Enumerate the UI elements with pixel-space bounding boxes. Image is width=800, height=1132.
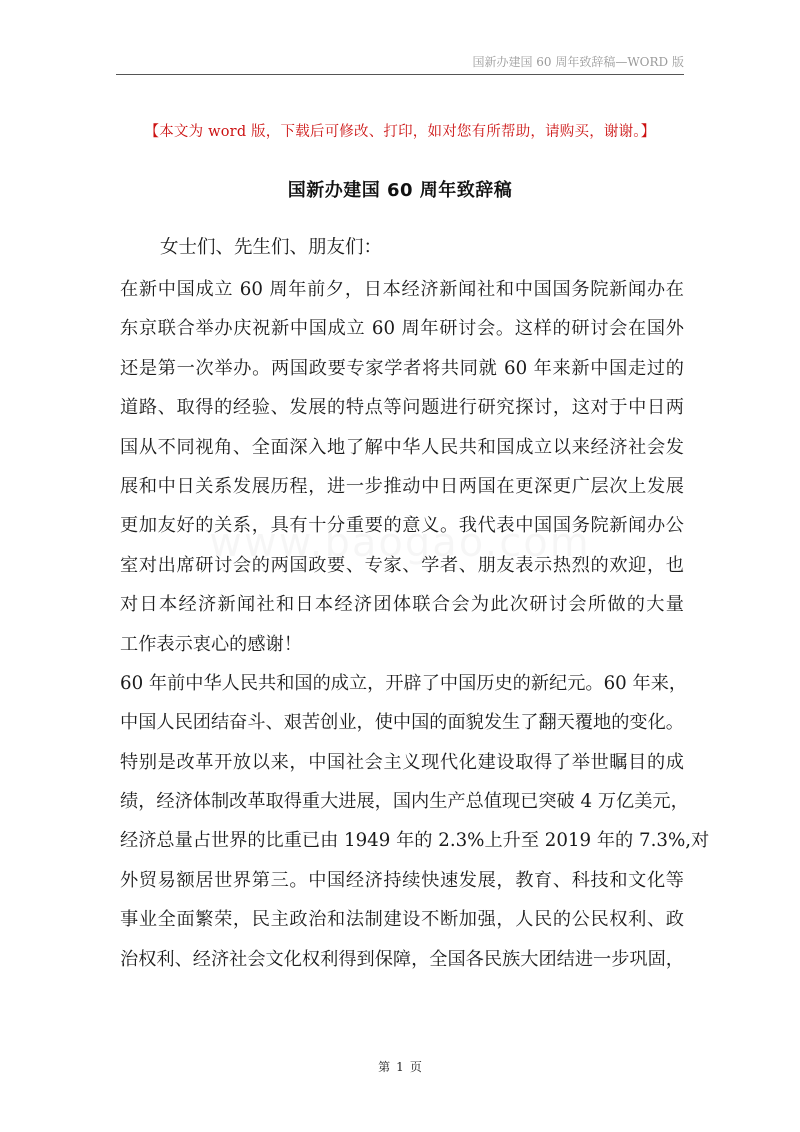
text-line: 特别是改革开放以来，中国社会主义现代化建设取得了举世瞩目的成 bbox=[120, 751, 684, 773]
paragraph-1 bbox=[120, 270, 684, 664]
text-line: 经济总量占世界的比重已由 1949 年的 2.3%上升至 2019 年的 7.3%,对 bbox=[120, 830, 710, 852]
document-title: 国新办建国 60 周年致辞稿 bbox=[287, 180, 513, 201]
page-label-suffix: 页 bbox=[409, 1060, 422, 1074]
document-body bbox=[120, 270, 710, 979]
running-header: 国新办建国 60 周年致辞稿—WORD 版 bbox=[472, 55, 684, 69]
text-line: 室对出席研讨会的两国政要、专家、学者、朋友表示热烈的欢迎，也 bbox=[120, 554, 684, 576]
text-line: 中国人民团结奋斗、艰苦创业，使中国的面貌发生了翻天覆地的变化。 bbox=[120, 712, 684, 734]
text-line: 60 年前中华人民共和国的成立，开辟了中国历史的新纪元。60 年来， bbox=[120, 672, 688, 694]
text-line: 对日本经济新闻社和日本经济团体联合会为此次研讨会所做的大量 bbox=[120, 594, 684, 616]
text-line: 治权利、经济社会文化权利得到保障，全国各民族大团结进一步巩固， bbox=[120, 948, 684, 970]
header-divider bbox=[116, 74, 684, 75]
text-line: 展和中日关系发展历程，进一步推动中日两国在更深更广层次上发展 bbox=[120, 475, 684, 497]
text-line: 还是第一次举办。两国政要专家学者将共同就 60 年来新中国走过的 bbox=[120, 357, 684, 379]
text-line: 道路、取得的经验、发展的特点等问题进行研究探讨，这对于中日两 bbox=[120, 397, 684, 419]
text-line: 东京联合举办庆祝新中国成立 60 周年研讨会。这样的研讨会在国外 bbox=[120, 318, 684, 340]
page-label-prefix: 第 bbox=[378, 1060, 391, 1074]
text-line: 工作表示衷心的感谢！ bbox=[120, 633, 302, 655]
page-footer bbox=[0, 1058, 800, 1075]
download-notice: 【本文为 word 版，下载后可修改、打印，如对您有所帮助，请购买，谢谢。】 bbox=[144, 124, 656, 140]
text-line: 更加友好的关系，具有十分重要的意义。我代表中国国务院新闻办公 bbox=[120, 515, 684, 537]
text-line: 在新中国成立 60 周年前夕，日本经济新闻社和中国国务院新闻办在 bbox=[120, 279, 684, 300]
paragraph-2 bbox=[120, 664, 710, 979]
text-line: 绩，经济体制改革取得重大进展，国内生产总值现已突破 4 万亿美元， bbox=[120, 791, 689, 813]
text-line: 外贸易额居世界第三。中国经济持续快速发展，教育、科技和文化等 bbox=[120, 869, 684, 891]
text-line: 国从不同视角、全面深入地了解中华人民共和国成立以来经济社会发 bbox=[120, 436, 684, 458]
greeting-line: 女士们、先生们、朋友们： bbox=[160, 237, 383, 258]
page-number: 1 bbox=[396, 1060, 404, 1074]
text-line: 事业全面繁荣，民主政治和法制建设不断加强，人民的公民权利、政 bbox=[120, 909, 684, 931]
